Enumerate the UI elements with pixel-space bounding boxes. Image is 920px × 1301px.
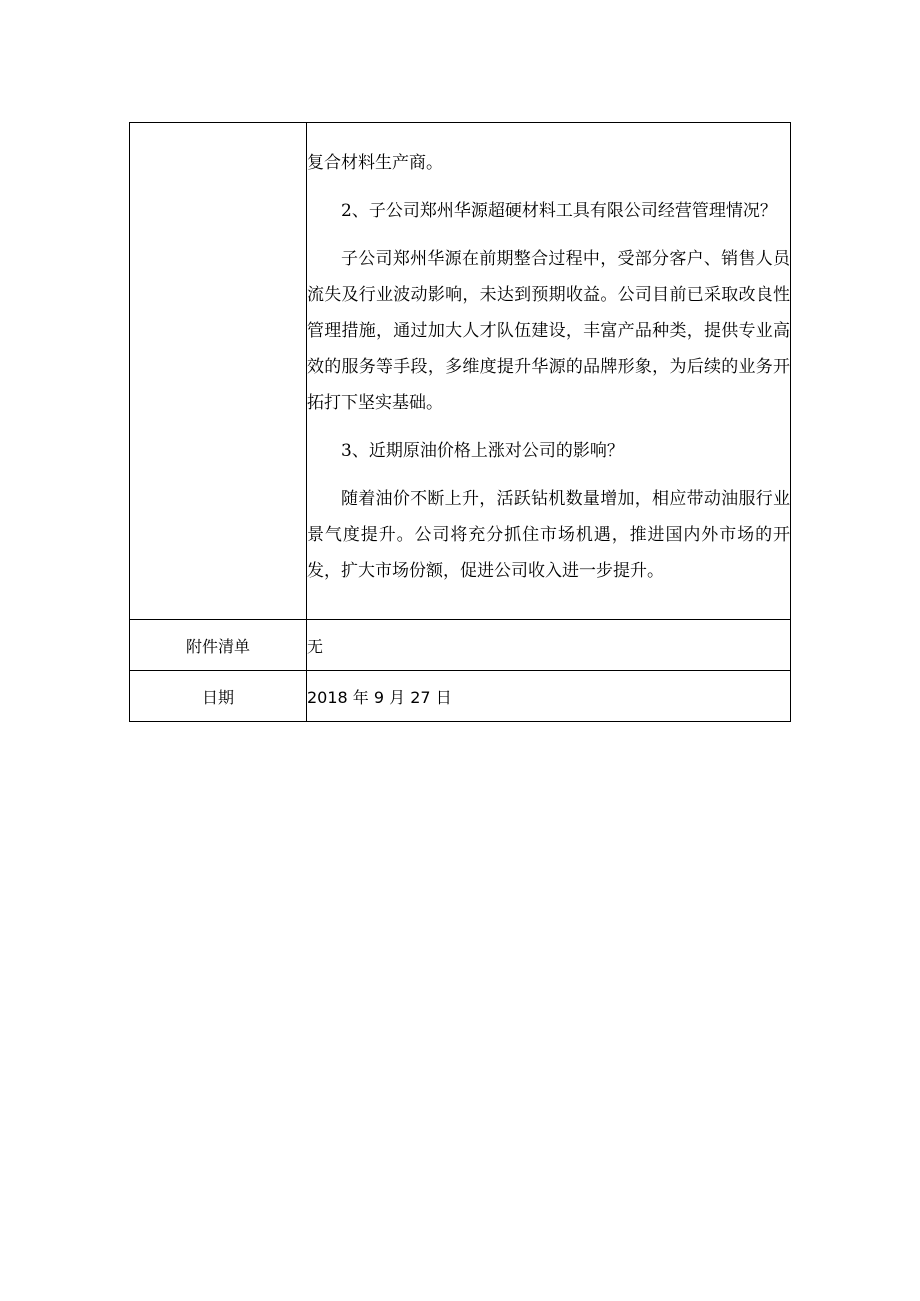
attachments-value: 无 — [307, 620, 791, 671]
date-label: 日期 — [130, 671, 307, 722]
record-table — [129, 122, 791, 722]
date-row — [130, 671, 791, 722]
content-row — [130, 123, 791, 620]
answer-3: 随着油价不断上升，活跃钻机数量增加，相应带动油服行业景气度提升。公司将充分抓住市场机遇，推进国内外市场的开发，扩大市场份额，促进公司收入进一步提升。 — [307, 489, 790, 581]
answer-2: 子公司郑州华源在前期整合过程中，受部分客户、销售人员流失及行业波动影响，未达到预期收益。公司目前已采取改良性管理措施，通过加大人才队伍建设，丰富产品种类，提供专业高效的服务等手段，多维度提升华源的品牌形象，为后续的业务开拓打下坚实基础。 — [307, 249, 790, 413]
date-value: 2018 年 9 月 27 日 — [307, 671, 791, 722]
continued-text: 复合材料生产商。 — [307, 153, 443, 173]
question-3: 3、近期原油价格上涨对公司的影响？ — [341, 441, 624, 461]
empty-label-cell — [130, 123, 307, 620]
content-cell — [307, 123, 791, 620]
attachments-row — [130, 620, 791, 671]
attachments-label: 附件清单 — [130, 620, 307, 671]
question-2: 2、子公司郑州华源超硬材料工具有限公司经营管理情况？ — [341, 201, 777, 221]
